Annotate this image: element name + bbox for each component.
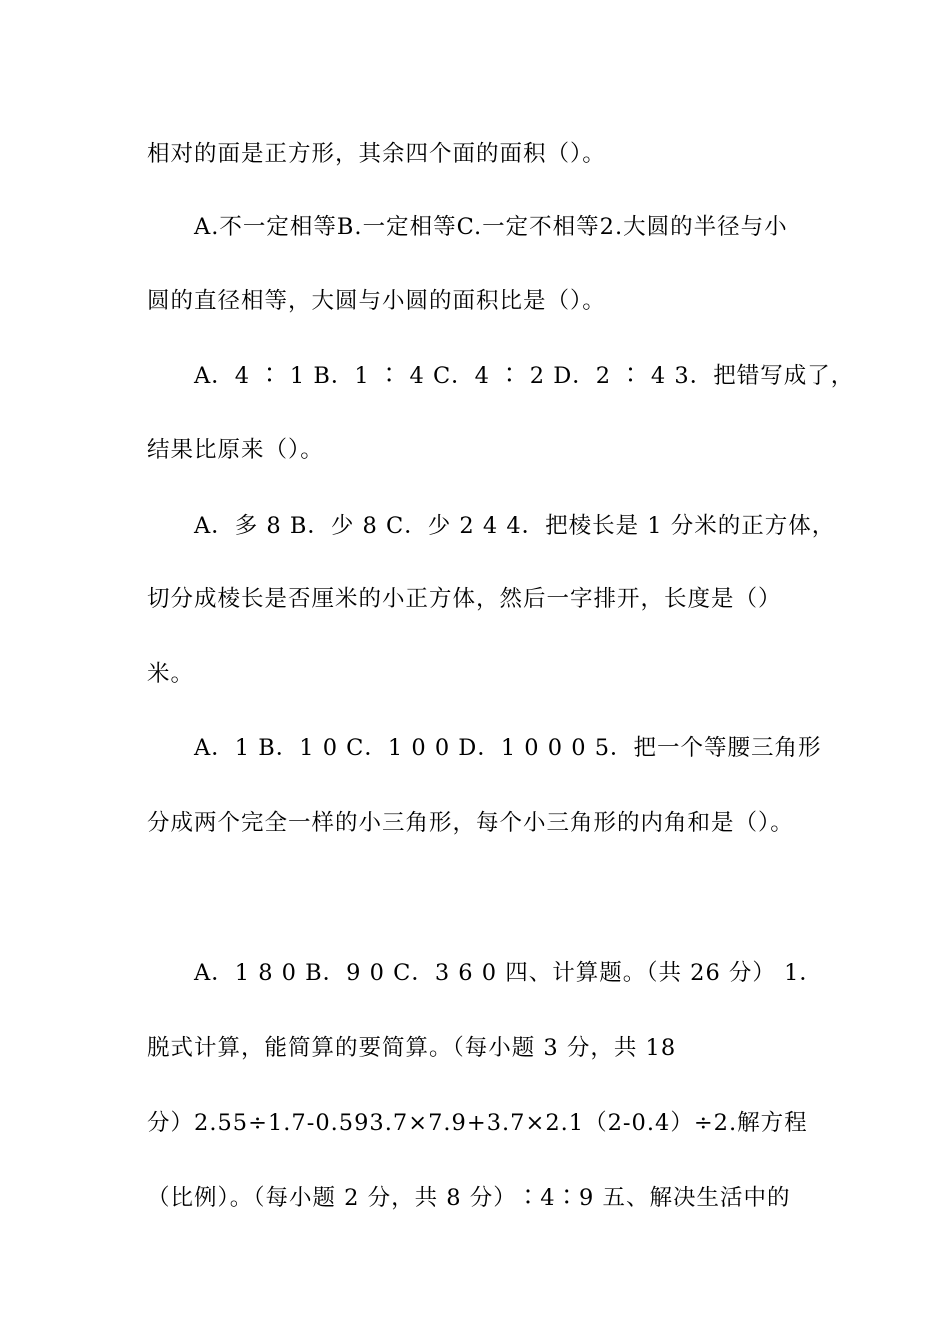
text-line-3: 圆的直径相等，大圆与小圆的面积比是（）。 xyxy=(147,288,606,314)
text-line-1: 相对的面是正方形，其余四个面的面积（）。 xyxy=(147,141,606,167)
text-line-4: A．4 ∶ 1 B．1 ∶ 4 C．4 ∶ 2 D．2 ∶ 4 3．把错写成了， xyxy=(194,363,855,389)
text-line-12: 脱式计算，能简算的要简算。（每小题 3 分，共 18 xyxy=(147,1035,677,1061)
text-line-9: A．1 B．1 0 C．1 0 0 D．1 0 0 0 5．把一个等腰三角形 xyxy=(194,735,822,761)
text-line-10: 分成两个完全一样的小三角形，每个小三角形的内角和是（）。 xyxy=(147,810,794,836)
text-line-13: 分）2.55÷1.7-0.593.7×7.9+3.7×2.1（2-0.4）÷2.解方程 xyxy=(147,1110,808,1136)
text-line-14: （比例）。（每小题 2 分，共 8 分）∶4∶9 五、解决生活中的 xyxy=(147,1185,791,1211)
text-line-5: 结果比原来（）。 xyxy=(147,437,324,463)
text-line-7: 切分成棱长是否厘米的小正方体，然后一字排开，长度是（） xyxy=(147,586,782,612)
text-line-8: 米。 xyxy=(147,661,195,687)
text-line-6: A．多 8 B．少 8 C．少 2 4 4．把棱长是 1 分米的正方体， xyxy=(194,513,836,539)
text-line-2: A.不一定相等B.一定相等C.一定不相等2.大圆的半径与小 xyxy=(194,214,788,240)
text-line-11: A．1 8 0 B．9 0 C．3 6 0 四、计算题。（共 26 分） 1． xyxy=(194,960,823,986)
